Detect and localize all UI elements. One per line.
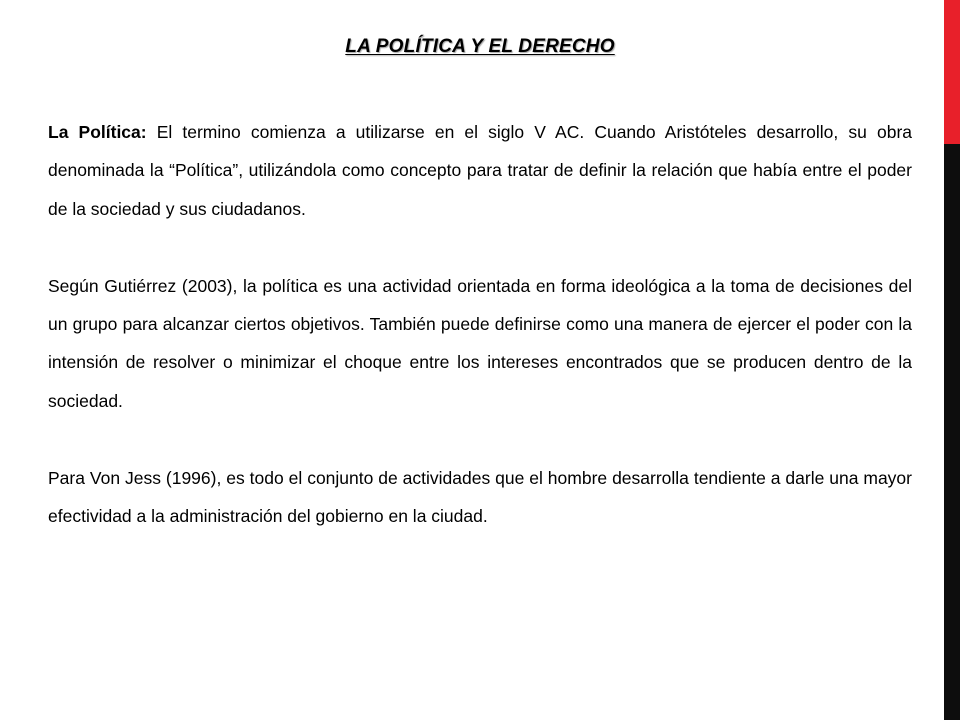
paragraph-gutierrez: Según Gutiérrez (2003), la política es una actividad orientada en forma ideológica a la toma de decisiones del un grupo para alcanzar ciertos objetivos. También puede definirse como una manera de ejercer el poder con la intensión de resolver o minimizar el choque entre los intereses encontrados que se producen dentro de la sociedad. xyxy=(48,275,912,411)
slide-body xyxy=(48,113,912,535)
paragraph-text: El termino comienza a utilizarse en el siglo V AC. Cuando Aristóteles desarrollo, su obra denominada la “Política”, utilizándola como concepto para tratar de definir la relación que había entre el poder de la sociedad y sus ciudadanos. xyxy=(48,122,913,219)
accent-bar-black xyxy=(944,144,960,720)
paragraph-von-jess: Para Von Jess (1996), es todo el conjunto de actividades que el hombre desarrolla tendiente a darle una mayor efectividad a la administración del gobierno en la ciudad. xyxy=(48,467,912,527)
paragraph-politica-definition xyxy=(48,113,912,228)
term-label: La Política: xyxy=(48,122,147,142)
accent-bar-red xyxy=(944,0,960,144)
slide-title: LA POLÍTICA Y EL DERECHO xyxy=(345,36,615,57)
